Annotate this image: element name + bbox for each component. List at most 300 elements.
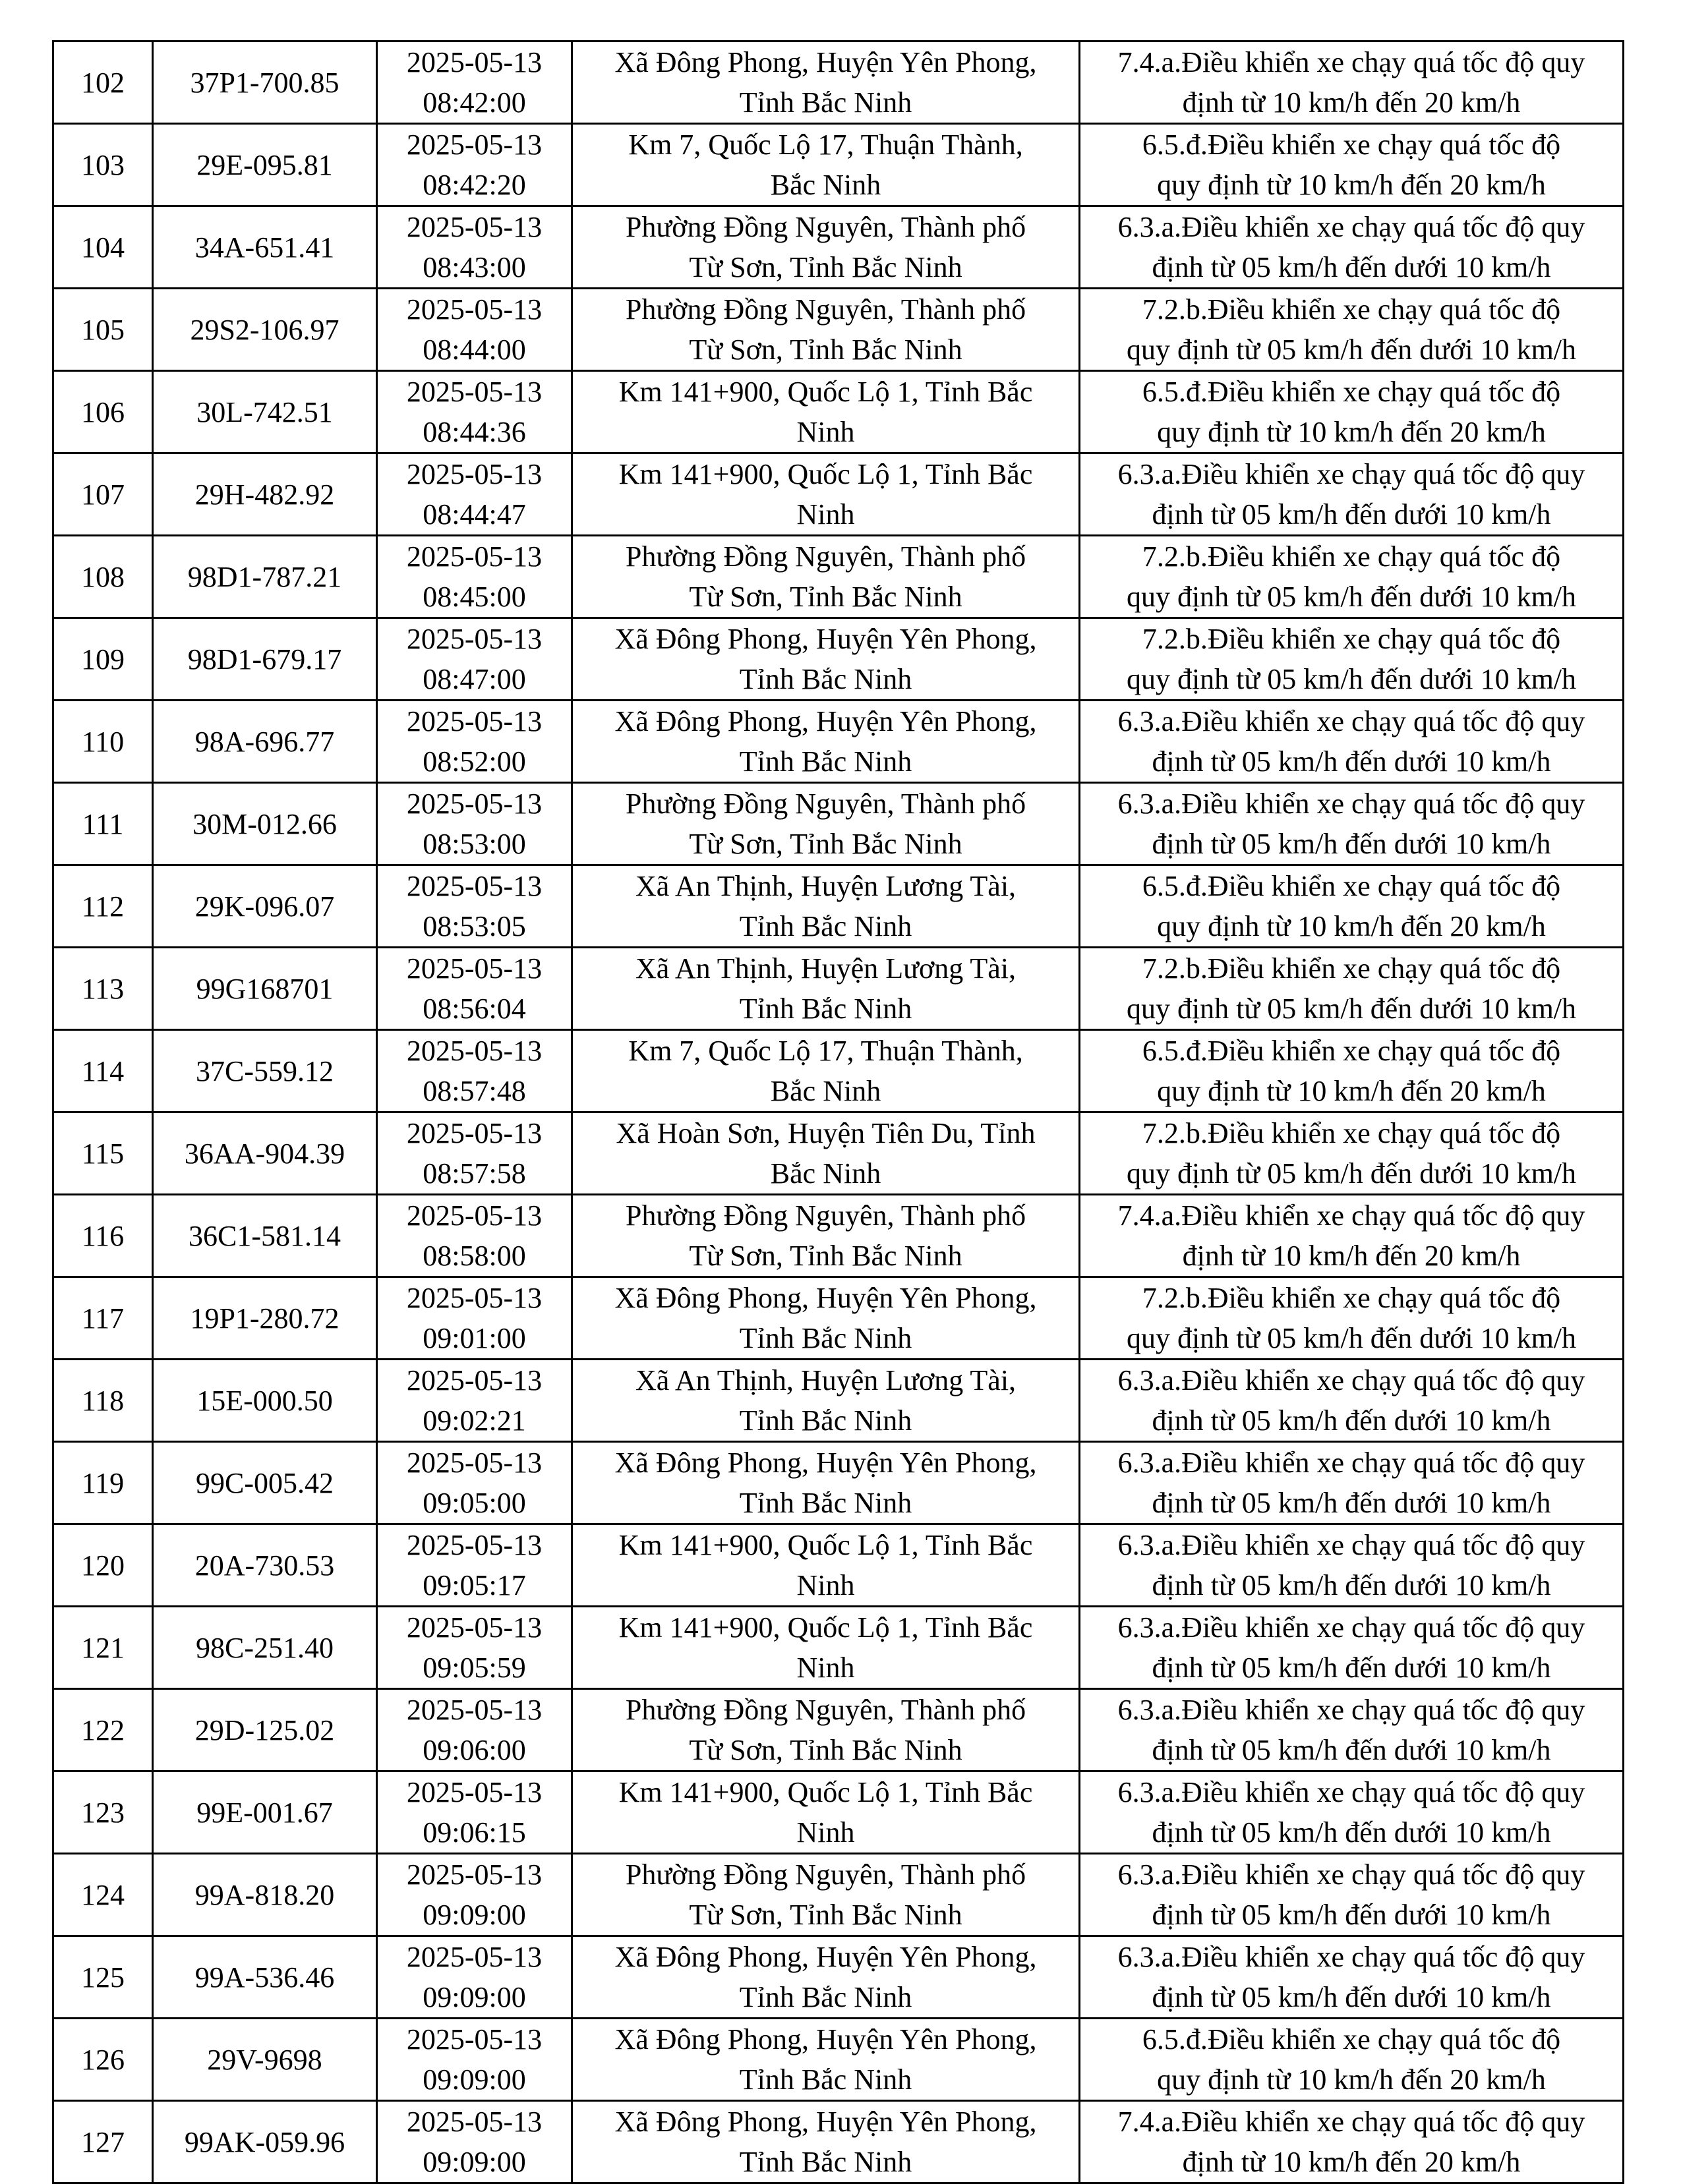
table-row: [53, 536, 1624, 618]
plate-cell: [153, 1195, 377, 1277]
violation-time: 08:52:00: [423, 745, 526, 778]
row-number: 113: [81, 972, 125, 1005]
violation-line: định từ 05 km/h đến dưới 10 km/h: [1152, 1652, 1551, 1684]
violation-date: 2025-05-13: [406, 1364, 543, 1396]
location-line: Phường Đồng Nguyên, Thành phố: [625, 1694, 1026, 1726]
plate-cell: [153, 1607, 377, 1689]
violation-line: quy định từ 10 km/h đến 20 km/h: [1157, 416, 1546, 448]
row-number: 127: [81, 2125, 125, 2158]
location-cell: [572, 536, 1080, 618]
violation-time: 08:42:20: [423, 169, 526, 201]
location-cell: [572, 42, 1080, 124]
plate-cell: [153, 783, 377, 865]
stt-cell: [53, 2101, 153, 2183]
datetime-cell: [377, 1112, 572, 1195]
license-plate: 30M-012.66: [192, 807, 337, 840]
stt-cell: [53, 1360, 153, 1442]
table-row: [53, 1360, 1624, 1442]
row-number: 118: [81, 1384, 125, 1417]
violation-line: 6.5.đ.Điều khiển xe chạy quá tốc độ: [1142, 2023, 1561, 2055]
stt-cell: [53, 289, 153, 371]
violation-cell: [1080, 618, 1624, 701]
violation-line: 6.3.a.Điều khiển xe chạy quá tốc độ quy: [1117, 1447, 1585, 1479]
violation-line: định từ 05 km/h đến dưới 10 km/h: [1152, 1569, 1551, 1601]
location-line: Tỉnh Bắc Ninh: [739, 1487, 912, 1519]
violation-line: 6.5.đ.Điều khiển xe chạy quá tốc độ: [1142, 1035, 1561, 1067]
license-plate: 37C-559.12: [196, 1054, 334, 1087]
license-plate: 99A-536.46: [194, 1961, 335, 1994]
location-line: Phường Đồng Nguyên, Thành phố: [625, 1858, 1026, 1891]
stt-cell: [53, 865, 153, 948]
location-line: Từ Sơn, Tỉnh Bắc Ninh: [689, 251, 962, 283]
stt-cell: [53, 1442, 153, 1524]
datetime-cell: [377, 1030, 572, 1112]
table-row: [53, 618, 1624, 701]
violation-time: 09:09:00: [423, 1981, 526, 2013]
violation-date: 2025-05-13: [406, 1858, 543, 1891]
location-line: Xã Đông Phong, Huyện Yên Phong,: [614, 2106, 1037, 2138]
datetime-cell: [377, 618, 572, 701]
license-plate: 20A-730.53: [194, 1549, 335, 1582]
violation-line: quy định từ 10 km/h đến 20 km/h: [1157, 1075, 1546, 1107]
license-plate: 19P1-280.72: [190, 1302, 339, 1335]
license-plate: 98C-251.40: [196, 1631, 334, 1664]
stt-cell: [53, 1030, 153, 1112]
location-line: Tỉnh Bắc Ninh: [739, 663, 912, 695]
violation-time: 08:56:04: [423, 992, 526, 1025]
plate-cell: [153, 1277, 377, 1360]
location-cell: [572, 783, 1080, 865]
violation-line: định từ 05 km/h đến dưới 10 km/h: [1152, 1981, 1551, 2013]
violation-date: 2025-05-13: [406, 1611, 543, 1644]
location-line: Xã An Thịnh, Huyện Lương Tài,: [635, 870, 1017, 902]
stt-cell: [53, 206, 153, 289]
violation-line: 6.3.a.Điều khiển xe chạy quá tốc độ quy: [1117, 1529, 1585, 1561]
table-row: [53, 1607, 1624, 1689]
violation-time: 08:58:00: [423, 1240, 526, 1272]
stt-cell: [53, 371, 153, 453]
violation-cell: [1080, 371, 1624, 453]
plate-cell: [153, 1360, 377, 1442]
plate-cell: [153, 1854, 377, 1936]
stt-cell: [53, 2019, 153, 2101]
violation-cell: [1080, 865, 1624, 948]
violation-cell: [1080, 701, 1624, 783]
violation-date: 2025-05-13: [406, 293, 543, 326]
license-plate: 29S2-106.97: [190, 313, 339, 346]
violation-line: 6.3.a.Điều khiển xe chạy quá tốc độ quy: [1117, 1941, 1585, 1973]
violation-line: 6.3.a.Điều khiển xe chạy quá tốc độ quy: [1117, 705, 1585, 737]
license-plate: 37P1-700.85: [190, 66, 339, 99]
location-line: Phường Đồng Nguyên, Thành phố: [625, 293, 1026, 326]
license-plate: 36AA-904.39: [184, 1137, 345, 1170]
location-line: Tỉnh Bắc Ninh: [739, 1981, 912, 2013]
violations-table: [52, 40, 1624, 2184]
violation-time: 09:05:59: [423, 1652, 526, 1684]
license-plate: 99A-818.20: [194, 1878, 335, 1911]
location-line: Ninh: [796, 498, 855, 531]
table-row: [53, 1771, 1624, 1854]
license-plate: 29E-095.81: [196, 148, 333, 181]
datetime-cell: [377, 1607, 572, 1689]
violation-line: định từ 05 km/h đến dưới 10 km/h: [1152, 1404, 1551, 1437]
violation-line: định từ 05 km/h đến dưới 10 km/h: [1152, 828, 1551, 860]
datetime-cell: [377, 2101, 572, 2183]
plate-cell: [153, 42, 377, 124]
location-line: Từ Sơn, Tỉnh Bắc Ninh: [689, 828, 962, 860]
plate-cell: [153, 289, 377, 371]
violation-time: 08:44:47: [423, 498, 526, 531]
datetime-cell: [377, 1277, 572, 1360]
datetime-cell: [377, 371, 572, 453]
violation-time: 09:02:21: [423, 1404, 526, 1437]
violation-time: 09:09:00: [423, 1899, 526, 1931]
violation-line: quy định từ 05 km/h đến dưới 10 km/h: [1126, 1322, 1577, 1354]
violation-line: 7.4.a.Điều khiển xe chạy quá tốc độ quy: [1117, 2106, 1585, 2138]
table-row: [53, 1689, 1624, 1771]
violation-line: 6.3.a.Điều khiển xe chạy quá tốc độ quy: [1117, 1364, 1585, 1396]
row-number: 108: [81, 560, 125, 593]
violation-date: 2025-05-13: [406, 2106, 543, 2138]
license-plate: 29D-125.02: [194, 1713, 335, 1746]
violation-time: 09:09:00: [423, 2063, 526, 2096]
stt-cell: [53, 536, 153, 618]
row-number: 109: [81, 643, 125, 675]
violation-date: 2025-05-13: [406, 870, 543, 902]
row-number: 121: [81, 1631, 125, 1664]
location-line: Xã Đông Phong, Huyện Yên Phong,: [614, 1282, 1037, 1314]
location-line: Tỉnh Bắc Ninh: [739, 86, 912, 119]
stt-cell: [53, 1607, 153, 1689]
violation-cell: [1080, 1442, 1624, 1524]
license-plate: 99C-005.42: [196, 1466, 334, 1499]
datetime-cell: [377, 701, 572, 783]
license-plate: 29V-9698: [207, 2043, 322, 2076]
violation-date: 2025-05-13: [406, 46, 543, 78]
location-line: Phường Đồng Nguyên, Thành phố: [625, 540, 1026, 573]
location-cell: [572, 1936, 1080, 2019]
location-cell: [572, 701, 1080, 783]
violation-time: 09:05:17: [423, 1569, 526, 1601]
violation-line: 7.2.b.Điều khiển xe chạy quá tốc độ: [1142, 952, 1561, 985]
location-line: Phường Đồng Nguyên, Thành phố: [625, 788, 1026, 820]
violation-cell: [1080, 2101, 1624, 2183]
violation-line: 7.2.b.Điều khiển xe chạy quá tốc độ: [1142, 293, 1561, 326]
location-line: Bắc Ninh: [770, 1075, 881, 1107]
table-row: [53, 1854, 1624, 1936]
table-row: [53, 1195, 1624, 1277]
violation-date: 2025-05-13: [406, 1776, 543, 1808]
datetime-cell: [377, 1195, 572, 1277]
location-line: Từ Sơn, Tỉnh Bắc Ninh: [689, 1899, 962, 1931]
violation-line: định từ 05 km/h đến dưới 10 km/h: [1152, 1899, 1551, 1931]
plate-cell: [153, 1936, 377, 2019]
plate-cell: [153, 865, 377, 948]
location-line: Km 141+900, Quốc Lộ 1, Tỉnh Bắc: [618, 458, 1033, 490]
location-line: Km 141+900, Quốc Lộ 1, Tỉnh Bắc: [618, 1611, 1033, 1644]
plate-cell: [153, 1030, 377, 1112]
row-number: 116: [81, 1219, 125, 1252]
violation-cell: [1080, 1360, 1624, 1442]
location-line: Phường Đồng Nguyên, Thành phố: [625, 211, 1026, 243]
location-line: Xã Đông Phong, Huyện Yên Phong,: [614, 1447, 1037, 1479]
location-cell: [572, 289, 1080, 371]
violation-cell: [1080, 1771, 1624, 1854]
row-number: 105: [81, 313, 125, 346]
violation-cell: [1080, 2019, 1624, 2101]
location-line: Ninh: [796, 1816, 855, 1849]
license-plate: 15E-000.50: [196, 1384, 333, 1417]
license-plate: 29H-482.92: [194, 478, 335, 511]
location-line: Km 7, Quốc Lộ 17, Thuận Thành,: [628, 1035, 1023, 1067]
violation-line: 7.2.b.Điều khiển xe chạy quá tốc độ: [1142, 1282, 1561, 1314]
violation-date: 2025-05-13: [406, 376, 543, 408]
location-line: Km 7, Quốc Lộ 17, Thuận Thành,: [628, 129, 1023, 161]
location-cell: [572, 1030, 1080, 1112]
plate-cell: [153, 371, 377, 453]
plate-cell: [153, 1689, 377, 1771]
location-cell: [572, 865, 1080, 948]
plate-cell: [153, 1442, 377, 1524]
violation-cell: [1080, 42, 1624, 124]
stt-cell: [53, 618, 153, 701]
location-cell: [572, 1854, 1080, 1936]
violation-line: định từ 10 km/h đến 20 km/h: [1182, 86, 1521, 119]
datetime-cell: [377, 42, 572, 124]
location-cell: [572, 371, 1080, 453]
location-cell: [572, 948, 1080, 1030]
location-line: Xã Đông Phong, Huyện Yên Phong,: [614, 1941, 1037, 1973]
stt-cell: [53, 1112, 153, 1195]
license-plate: 98D1-679.17: [187, 643, 342, 675]
location-line: Từ Sơn, Tỉnh Bắc Ninh: [689, 333, 962, 366]
violation-cell: [1080, 1277, 1624, 1360]
location-cell: [572, 1689, 1080, 1771]
location-line: Xã An Thịnh, Huyện Lương Tài,: [635, 952, 1017, 985]
violation-cell: [1080, 1607, 1624, 1689]
location-line: Tỉnh Bắc Ninh: [739, 1404, 912, 1437]
violation-line: định từ 05 km/h đến dưới 10 km/h: [1152, 498, 1551, 531]
violation-line: quy định từ 05 km/h đến dưới 10 km/h: [1126, 333, 1577, 366]
violation-time: 08:53:05: [423, 910, 526, 942]
datetime-cell: [377, 1524, 572, 1607]
table-row: [53, 2101, 1624, 2183]
violation-line: 6.3.a.Điều khiển xe chạy quá tốc độ quy: [1117, 458, 1585, 490]
location-line: Ninh: [796, 1569, 855, 1601]
row-number: 125: [81, 1961, 125, 1994]
location-line: Ninh: [796, 1652, 855, 1684]
violation-cell: [1080, 1195, 1624, 1277]
location-line: Km 141+900, Quốc Lộ 1, Tỉnh Bắc: [618, 1776, 1033, 1808]
table-row: [53, 1277, 1624, 1360]
datetime-cell: [377, 783, 572, 865]
violation-line: quy định từ 05 km/h đến dưới 10 km/h: [1126, 992, 1577, 1025]
violation-line: 7.4.a.Điều khiển xe chạy quá tốc độ quy: [1117, 1199, 1585, 1232]
violation-time: 09:01:00: [423, 1322, 526, 1354]
datetime-cell: [377, 1442, 572, 1524]
violation-date: 2025-05-13: [406, 1941, 543, 1973]
violation-cell: [1080, 289, 1624, 371]
datetime-cell: [377, 1854, 572, 1936]
location-line: Tỉnh Bắc Ninh: [739, 910, 912, 942]
plate-cell: [153, 2101, 377, 2183]
stt-cell: [53, 1771, 153, 1854]
plate-cell: [153, 124, 377, 206]
datetime-cell: [377, 124, 572, 206]
location-line: Tỉnh Bắc Ninh: [739, 2146, 912, 2178]
datetime-cell: [377, 865, 572, 948]
datetime-cell: [377, 206, 572, 289]
violation-date: 2025-05-13: [406, 623, 543, 655]
violation-cell: [1080, 1854, 1624, 1936]
violation-line: định từ 05 km/h đến dưới 10 km/h: [1152, 1816, 1551, 1849]
plate-cell: [153, 453, 377, 536]
row-number: 110: [81, 725, 125, 758]
stt-cell: [53, 1936, 153, 2019]
datetime-cell: [377, 2019, 572, 2101]
table-row: [53, 1442, 1624, 1524]
violation-cell: [1080, 1689, 1624, 1771]
violation-time: 08:42:00: [423, 86, 526, 119]
license-plate: 98A-696.77: [194, 725, 335, 758]
row-number: 112: [81, 890, 125, 923]
row-number: 106: [81, 395, 125, 428]
location-cell: [572, 206, 1080, 289]
stt-cell: [53, 1277, 153, 1360]
violation-line: định từ 10 km/h đến 20 km/h: [1182, 2146, 1521, 2178]
datetime-cell: [377, 1689, 572, 1771]
table-row: [53, 289, 1624, 371]
row-number: 123: [81, 1796, 125, 1829]
violation-time: 08:45:00: [423, 581, 526, 613]
violation-line: 6.3.a.Điều khiển xe chạy quá tốc độ quy: [1117, 1858, 1585, 1891]
row-number: 104: [81, 231, 125, 264]
violation-line: 6.3.a.Điều khiển xe chạy quá tốc độ quy: [1117, 1611, 1585, 1644]
violation-line: quy định từ 10 km/h đến 20 km/h: [1157, 910, 1546, 942]
stt-cell: [53, 1854, 153, 1936]
location-line: Bắc Ninh: [770, 169, 881, 201]
violation-line: định từ 05 km/h đến dưới 10 km/h: [1152, 1487, 1551, 1519]
violation-time: 08:57:48: [423, 1075, 526, 1107]
location-cell: [572, 1360, 1080, 1442]
location-line: Bắc Ninh: [770, 1157, 881, 1190]
table-row: [53, 2019, 1624, 2101]
datetime-cell: [377, 289, 572, 371]
violation-date: 2025-05-13: [406, 1282, 543, 1314]
location-cell: [572, 1524, 1080, 1607]
location-line: Xã Hoàn Sơn, Huyện Tiên Du, Tỉnh: [616, 1117, 1036, 1149]
location-cell: [572, 453, 1080, 536]
datetime-cell: [377, 1360, 572, 1442]
plate-cell: [153, 2019, 377, 2101]
plate-cell: [153, 1524, 377, 1607]
violation-cell: [1080, 1112, 1624, 1195]
table-row: [53, 701, 1624, 783]
stt-cell: [53, 453, 153, 536]
location-line: Tỉnh Bắc Ninh: [739, 992, 912, 1025]
violation-time: 08:47:00: [423, 663, 526, 695]
location-line: Phường Đồng Nguyên, Thành phố: [625, 1199, 1026, 1232]
table-row: [53, 865, 1624, 948]
table-row: [53, 1112, 1624, 1195]
table-row: [53, 948, 1624, 1030]
violation-date: 2025-05-13: [406, 2023, 543, 2055]
violation-line: quy định từ 05 km/h đến dưới 10 km/h: [1126, 1157, 1577, 1190]
row-number: 117: [81, 1302, 125, 1335]
row-number: 122: [81, 1713, 125, 1746]
location-line: Km 141+900, Quốc Lộ 1, Tỉnh Bắc: [618, 376, 1033, 408]
stt-cell: [53, 1524, 153, 1607]
violation-line: 7.4.a.Điều khiển xe chạy quá tốc độ quy: [1117, 46, 1585, 78]
location-line: Tỉnh Bắc Ninh: [739, 1322, 912, 1354]
table-row: [53, 124, 1624, 206]
location-cell: [572, 1442, 1080, 1524]
table-row: [53, 783, 1624, 865]
location-cell: [572, 124, 1080, 206]
violation-date: 2025-05-13: [406, 540, 543, 573]
violation-cell: [1080, 1030, 1624, 1112]
location-line: Xã Đông Phong, Huyện Yên Phong,: [614, 2023, 1037, 2055]
table-row: [53, 1524, 1624, 1607]
stt-cell: [53, 124, 153, 206]
plate-cell: [153, 1112, 377, 1195]
datetime-cell: [377, 1936, 572, 2019]
table-row: [53, 1030, 1624, 1112]
location-line: Từ Sơn, Tỉnh Bắc Ninh: [689, 1734, 962, 1766]
violation-date: 2025-05-13: [406, 211, 543, 243]
table-row: [53, 1936, 1624, 2019]
violation-line: 7.2.b.Điều khiển xe chạy quá tốc độ: [1142, 1117, 1561, 1149]
row-number: 103: [81, 148, 125, 181]
datetime-cell: [377, 536, 572, 618]
location-cell: [572, 1195, 1080, 1277]
violation-line: 6.3.a.Điều khiển xe chạy quá tốc độ quy: [1117, 1776, 1585, 1808]
license-plate: 34A-651.41: [194, 231, 335, 264]
violation-line: 6.3.a.Điều khiển xe chạy quá tốc độ quy: [1117, 788, 1585, 820]
violation-cell: [1080, 536, 1624, 618]
row-number: 126: [81, 2043, 125, 2076]
violation-date: 2025-05-13: [406, 1529, 543, 1561]
row-number: 119: [81, 1466, 125, 1499]
violation-date: 2025-05-13: [406, 458, 543, 490]
violation-time: 09:09:00: [423, 2146, 526, 2178]
license-plate: 29K-096.07: [194, 890, 335, 923]
license-plate: 30L-742.51: [196, 395, 333, 428]
table-row: [53, 371, 1624, 453]
row-number: 120: [81, 1549, 125, 1582]
location-line: Xã An Thịnh, Huyện Lương Tài,: [635, 1364, 1017, 1396]
location-line: Xã Đông Phong, Huyện Yên Phong,: [614, 46, 1037, 78]
license-plate: 36C1-581.14: [189, 1219, 341, 1252]
license-plate: 98D1-787.21: [187, 560, 342, 593]
location-line: Km 141+900, Quốc Lộ 1, Tỉnh Bắc: [618, 1529, 1033, 1561]
violation-time: 08:44:36: [423, 416, 526, 448]
violation-line: 7.2.b.Điều khiển xe chạy quá tốc độ: [1142, 623, 1561, 655]
violation-date: 2025-05-13: [406, 788, 543, 820]
license-plate: 99G168701: [196, 972, 334, 1005]
row-number: 102: [81, 66, 125, 99]
violation-line: 6.3.a.Điều khiển xe chạy quá tốc độ quy: [1117, 211, 1585, 243]
violation-line: quy định từ 10 km/h đến 20 km/h: [1157, 169, 1546, 201]
table-body: [53, 42, 1624, 2183]
stt-cell: [53, 701, 153, 783]
location-cell: [572, 1771, 1080, 1854]
violation-cell: [1080, 948, 1624, 1030]
plate-cell: [153, 618, 377, 701]
row-number: 115: [81, 1137, 125, 1170]
location-cell: [572, 2019, 1080, 2101]
violation-date: 2025-05-13: [406, 1199, 543, 1232]
